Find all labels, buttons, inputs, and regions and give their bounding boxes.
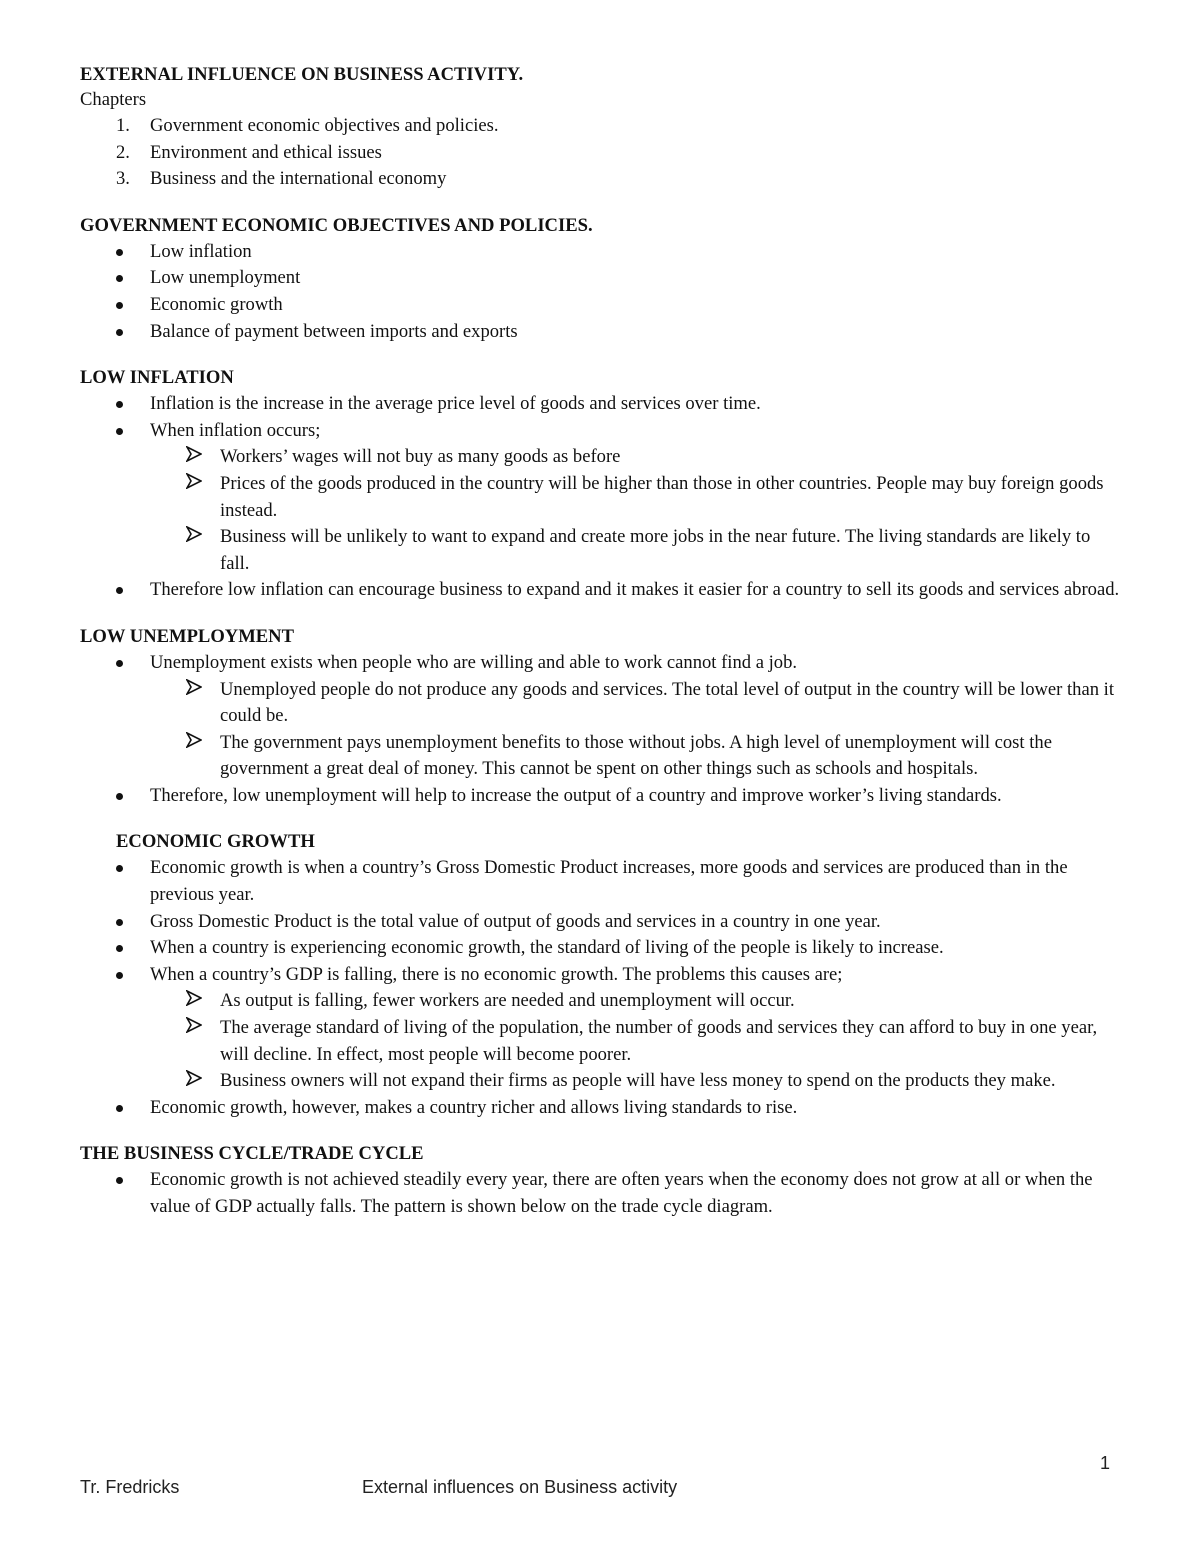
- list-item: [80, 391, 1120, 418]
- sub-list-item-text: As output is falling, fewer workers are needed and unemployment will occur.: [220, 990, 795, 1012]
- bullet-icon: [116, 972, 123, 979]
- sub-list-item-text: Prices of the goods produced in the country will be higher than those in other countries. People may buy foreign goods instead.: [220, 472, 1104, 521]
- list-item: [80, 935, 1120, 962]
- sub-list-item: [150, 444, 1120, 471]
- list-item: [80, 319, 1120, 346]
- list-item-text: Gross Domestic Product is the total value of output of goods and services in a country in one year.: [150, 910, 881, 932]
- list-item: [80, 909, 1120, 936]
- page-number: 1: [1100, 1453, 1111, 1473]
- chapter-item: [80, 113, 1120, 140]
- arrowhead-bullet-icon: [186, 473, 202, 489]
- sub-list-item: [150, 524, 1120, 577]
- bullet-icon: [116, 428, 123, 435]
- growth-list: [80, 855, 1120, 1121]
- chapters-label: Chapters: [80, 89, 147, 110]
- sub-list-item: [150, 730, 1120, 783]
- list-item-text: Balance of payment between imports and exports: [150, 320, 518, 342]
- chapters-list: [80, 113, 1120, 193]
- inflation-sub-list: [80, 444, 1120, 577]
- arrowhead-bullet-icon: [186, 1017, 202, 1033]
- list-item-text: Economic growth is not achieved steadily every year, there are often years when the economy does not grow at all or when the value of GDP actually falls. The pattern is shown below on the trade cycle diagram.: [150, 1169, 1093, 1217]
- list-item: [80, 1095, 1120, 1122]
- section-heading-low-unemployment: LOW UNEMPLOYMENT: [80, 625, 295, 647]
- arrowhead-bullet-icon: [186, 1070, 202, 1086]
- sub-list-item-text: The government pays unemployment benefits to those without jobs. A high level of unemployment will cost the government a great deal of money. This cannot be spent on other things such as schools and hospitals.: [220, 731, 1052, 780]
- list-item-text: Inflation is the increase in the average price level of goods and services over time.: [150, 393, 761, 415]
- section-heading-low-inflation: LOW INFLATION: [80, 367, 234, 389]
- section-heading-objectives: GOVERNMENT ECONOMIC OBJECTIVES AND POLICIES.: [80, 214, 593, 236]
- sub-list-item-text: Workers’ wages will not buy as many goods as before: [220, 446, 621, 468]
- bullet-icon: [116, 945, 123, 952]
- bullet-icon: [116, 329, 123, 336]
- bullet-icon: [116, 401, 123, 408]
- sub-list-item: [150, 1068, 1120, 1095]
- unemployment-sub-list: [80, 677, 1120, 783]
- arrowhead-bullet-icon: [186, 679, 202, 695]
- bullet-icon: [116, 275, 123, 282]
- list-item: [80, 418, 1120, 578]
- chapter-item: [80, 140, 1120, 167]
- list-item-text: When inflation occurs;: [150, 419, 321, 441]
- arrowhead-bullet-icon: [186, 526, 202, 542]
- sub-list-item: [150, 677, 1120, 730]
- list-item: [80, 962, 1120, 1095]
- list-item: [80, 265, 1120, 292]
- list-item-text: Unemployment exists when people who are willing and able to work cannot find a job.: [150, 651, 798, 673]
- growth-sub-list: [80, 988, 1120, 1094]
- sub-list-item: [150, 1015, 1120, 1068]
- bullet-icon: [116, 1105, 123, 1112]
- list-item-text: Low inflation: [150, 240, 252, 262]
- chapter-number: 1.: [116, 115, 130, 136]
- bullet-icon: [116, 919, 123, 926]
- inflation-list: [80, 391, 1120, 604]
- list-item: [80, 239, 1120, 266]
- list-item: [80, 577, 1120, 604]
- chapter-text: Environment and ethical issues: [150, 141, 382, 163]
- list-item-text: When a country’s GDP is falling, there is no economic growth. The problems this causes are;: [150, 963, 843, 985]
- list-item: [80, 783, 1120, 810]
- bullet-icon: [116, 587, 123, 594]
- unemployment-list: [80, 650, 1120, 810]
- document-body: [80, 63, 1120, 1221]
- list-item: [80, 855, 1120, 908]
- chapter-text: Government economic objectives and policies.: [150, 115, 499, 136]
- sub-list-item: [150, 471, 1120, 524]
- sub-list-item: [150, 988, 1120, 1015]
- bullet-icon: [116, 793, 123, 800]
- list-item-text: Economic growth: [150, 293, 283, 315]
- list-item-text: Economic growth, however, makes a country richer and allows living standards to rise.: [150, 1096, 798, 1118]
- list-item-text: Therefore low inflation can encourage business to expand and it makes it easier for a country to sell its goods and services abroad.: [150, 579, 1120, 601]
- arrowhead-bullet-icon: [186, 446, 202, 462]
- list-item-text: Therefore, low unemployment will help to increase the output of a country and improve worker’s living standards.: [150, 784, 1002, 806]
- chapter-number: 2.: [116, 141, 130, 163]
- sub-list-item-text: Business will be unlikely to want to expand and create more jobs in the near future. The living standards are likely to fall.: [220, 526, 1091, 574]
- bullet-icon: [116, 302, 123, 309]
- chapter-item: [80, 166, 1120, 193]
- sub-list-item-text: Unemployed people do not produce any goods and services. The total level of output in the country will be lower than it could be.: [220, 678, 1115, 727]
- footer-author: Tr. Fredricks: [80, 1477, 180, 1497]
- bullet-icon: [116, 660, 123, 667]
- document-title: EXTERNAL INFLUENCE ON BUSINESS ACTIVITY.: [80, 64, 524, 85]
- list-item: [80, 1167, 1120, 1220]
- list-item-text: Economic growth is when a country’s Gross Domestic Product increases, more goods and services are produced than in the previous year.: [150, 857, 1068, 906]
- arrowhead-bullet-icon: [186, 990, 202, 1006]
- bullet-icon: [116, 865, 123, 872]
- list-item-text: When a country is experiencing economic growth, the standard of living of the people is likely to increase.: [150, 937, 944, 959]
- bullet-icon: [116, 1177, 123, 1184]
- section-heading-business-cycle: THE BUSINESS CYCLE/TRADE CYCLE: [80, 1143, 424, 1165]
- list-item: [80, 650, 1120, 783]
- sub-list-item-text: The average standard of living of the population, the number of goods and services they can afford to buy in one year, will decline. In effect, most people will become poorer.: [220, 1017, 1098, 1065]
- list-item-text: Low unemployment: [150, 267, 301, 289]
- list-item: [80, 292, 1120, 319]
- arrowhead-bullet-icon: [186, 732, 202, 748]
- sub-list-item-text: Business owners will not expand their firms as people will have less money to spend on the products they make.: [220, 1070, 1056, 1092]
- objectives-list: [80, 239, 1120, 345]
- footer-document-title: External influences on Business activity: [362, 1477, 678, 1497]
- chapter-number: 3.: [116, 168, 130, 190]
- section-heading-economic-growth: ECONOMIC GROWTH: [116, 831, 315, 853]
- cycle-list: [80, 1167, 1120, 1220]
- bullet-icon: [116, 249, 123, 256]
- chapter-text: Business and the international economy: [150, 168, 447, 190]
